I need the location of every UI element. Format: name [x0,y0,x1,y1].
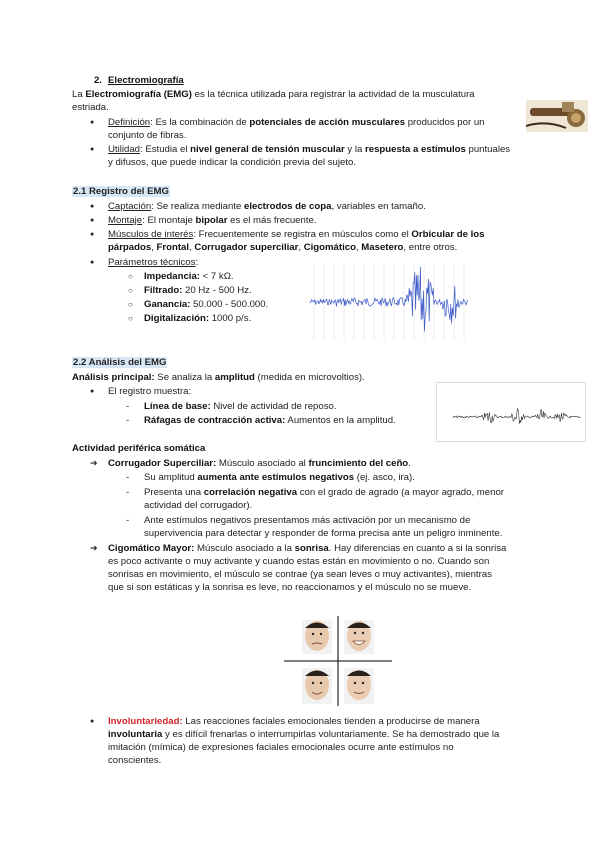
intro-line2: estriada. [72,102,109,113]
emg-trace-figure [306,262,472,342]
analisis-principal: Análisis principal: Se analiza la amplitud (medida en microvoltios). [72,372,365,383]
corrugador-item: ➔ Corrugador Superciliar: Músculo asociado al fruncimiento del ceño. [108,457,411,470]
involuntariedad-line4: conscientes. [108,755,162,766]
musculos-item: ● Músculos de interés: Frecuentemente se registra en músculos como el Orbicular de los [108,228,526,241]
utilidad-line2: y difusos, que puede indicar la condición previa del sujeto. [108,157,356,168]
cigomatico-item: ➔ Cigomático Mayor: Músculo asociado a la sonrisa. Hay diferencias en cuanto a si la sonrisa [108,542,526,555]
rafagas-item: - Ráfagas de contracción activa: Aumentos en la amplitud. [144,414,396,427]
registro-muestra: ● El registro muestra: [108,385,191,398]
face-top-right [344,620,374,654]
section-number: 2. [94,75,103,86]
involuntariedad-line2: involuntaria y es difícil frenarlas o interrumpirlas voluntariamente. Se ha demostrado que la [108,729,500,740]
linea-base-item: - Línea de base: Nivel de actividad de reposo. [144,400,337,413]
emg-burst-signal [453,408,580,423]
corrugador-detail-2: - Presenta una correlación negativa con el grado de agrado (a mayor agrado, menor [144,486,526,499]
corrugador-detail-3: - Ante estímulos negativos presentamos más activación por un mecanismo de [144,514,526,527]
registro-heading: 2.1 Registro del EMG [73,186,169,197]
face-top-left [302,620,332,654]
cigomatico-line2: es poco activante o muy activante y cuando estas están en movimiento o no. Cuando son [108,556,490,567]
electrode-illustration [526,100,588,132]
intro-paragraph: La Electromiografía (EMG) es la técnica utilizada para registrar la actividad de la musculatura [72,89,475,100]
utilidad-item: ● Utilidad: Estudia el nivel general de tensión muscular y la respuesta a estímulos puntuales [108,143,526,156]
definicion-item: ● Definición: Es la combinación de potenciales de acción musculares producidos por un [108,116,526,129]
montaje-item: ● Montaje: El montaje bipolar es el más frecuente. [108,214,526,227]
corrugador-detail-2-line2: actividad del corrugador). [144,500,253,511]
musculos-line2: párpados, Frontal, Corrugador superciliar, Cigomático, Masetero, entre otros. [108,242,458,253]
cigomatico-line4: que si son estáticas y la sonrisa es leve, no reaccionamos y el músculo no se mueve. [108,582,472,593]
cigomatico-line3: sonrisas en movimiento, el músculo se contrae (ya sean leves o muy activantes), mientras [108,569,492,580]
periferica-heading: Actividad periférica somática [72,443,206,454]
face-bottom-left [302,668,332,704]
faces-figure [282,614,394,708]
param-digitalizacion: ○ Digitalización: 1000 p/s. [144,312,251,325]
captacion-item: ● Captación: Se realiza mediante electrodos de copa, variables en tamaño. [108,200,526,213]
emg-burst-plot [437,383,585,441]
face-bottom-right [344,668,374,704]
analisis-heading: 2.2 Análisis del EMG [73,357,167,368]
param-ganancia: ○ Ganancia: 50.000 - 500.000. [144,298,268,311]
emg-burst-figure [436,382,586,442]
corrugador-detail-1: - Su amplitud aumenta ante estímulos negativos (ej. asco, ira). [144,471,415,484]
section-title: Electromiografía [108,75,184,86]
faces-quadrant [282,614,394,708]
param-filtrado: ○ Filtrado: 20 Hz - 500 Hz. [144,284,252,297]
involuntariedad-line3: imitación (mímica) de expresiones faciales emocionales ocurre ante estímulos no [108,742,454,753]
definicion-line2: conjunto de fibras. [108,130,187,141]
corrugador-detail-3-line2: supervivencia para detectar y responder de forma precisa ante un peligro inminente. [144,528,503,539]
involuntariedad-item: ● Involuntariedad: Las reacciones faciales emocionales tienden a producirse de manera [108,715,526,728]
param-impedancia: ○ Impedancia: < 7 kΩ. [144,270,234,283]
emg-trace-plot [306,262,472,342]
parametros-item: ● Parámetros técnicos: [108,256,198,269]
electrode-photo [526,100,588,132]
